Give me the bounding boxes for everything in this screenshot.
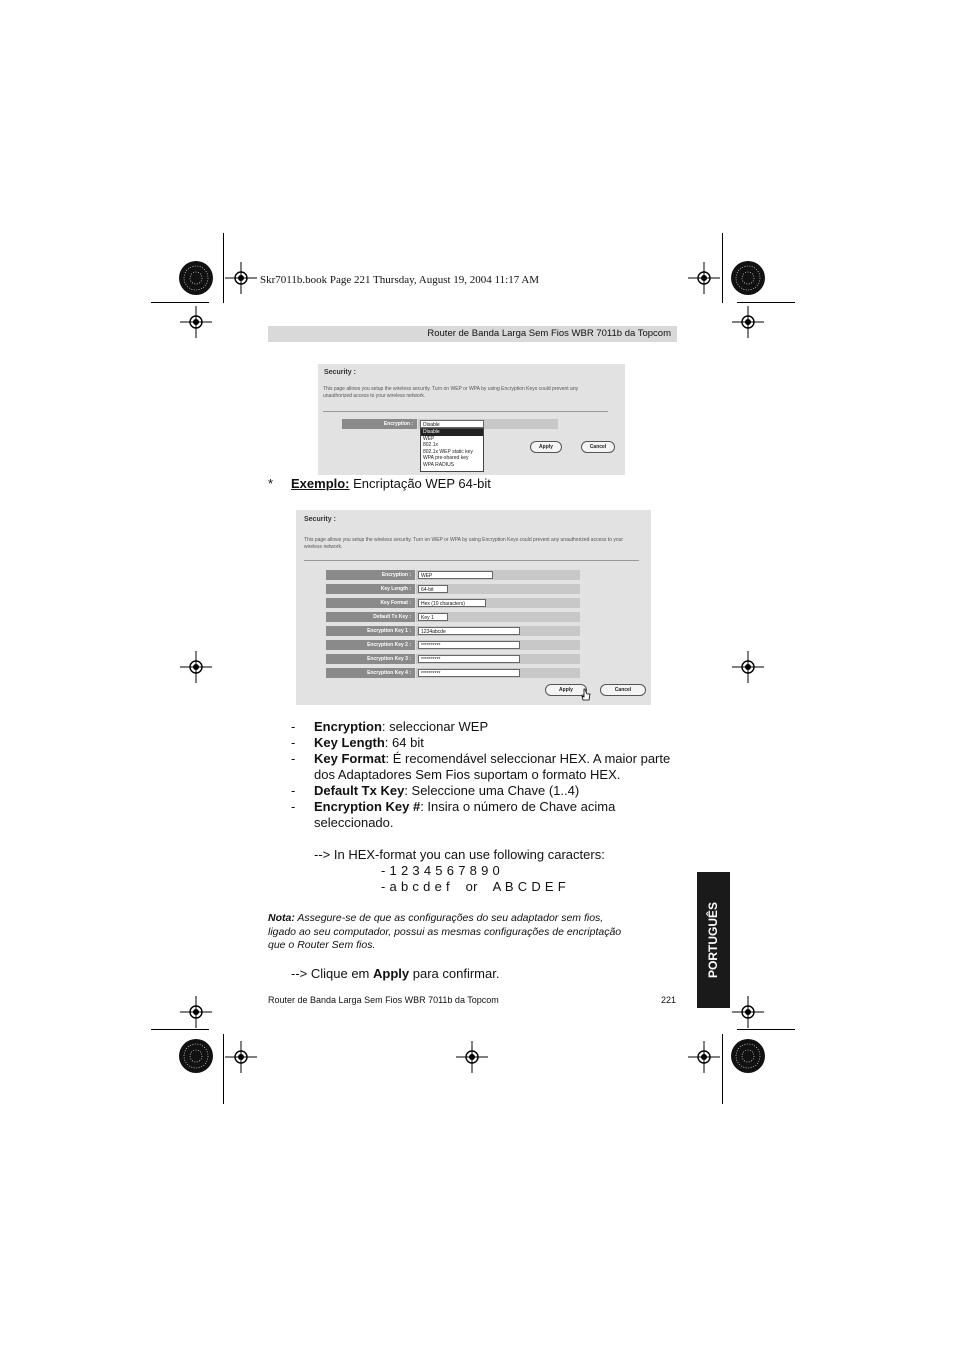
- note: [268, 912, 668, 953]
- shot1-description: This page allows you setup the wireless security. Turn on WEP or WPA by using Encryption Keys could prevent any unauthorized access to your wireless network.: [323, 386, 579, 399]
- security-screenshot-2: [296, 510, 651, 705]
- page-number: 221: [661, 995, 677, 1005]
- language-tab: [697, 872, 730, 1008]
- example-label: Exemplo:: [291, 476, 350, 491]
- list-item-term: Key Format: [314, 751, 386, 766]
- shot1-title: Security :: [324, 369, 356, 376]
- list-item-term: Encryption: [314, 719, 382, 734]
- shot1-apply-button[interactable]: Apply: [530, 441, 562, 453]
- shot1-dropdown-list: [420, 428, 484, 472]
- list-item-text: : 64 bit: [384, 735, 424, 750]
- example-text: Encriptação WEP 64-bit: [349, 476, 491, 491]
- shot1-cancel-button[interactable]: Cancel: [581, 441, 615, 453]
- shot2-field-label: Key Length :: [326, 584, 415, 594]
- list-dash: -: [291, 783, 296, 798]
- list-item: [314, 767, 620, 783]
- example-line: [291, 476, 491, 492]
- list-dash: -: [291, 751, 296, 766]
- shot2-select[interactable]: Key 1: [418, 613, 448, 621]
- list-item: [314, 751, 670, 767]
- shot2-field-label: Encryption Key 4 :: [326, 668, 415, 678]
- print-header: Skr7011b.book Page 221 Thursday, August 19, 2004 11:17 AM: [260, 274, 540, 286]
- list-item-text: : seleccionar WEP: [381, 719, 489, 734]
- click-prefix: --> Clique em: [291, 966, 373, 981]
- list-item: [314, 719, 488, 735]
- list-item: [314, 815, 394, 831]
- shot2-cancel-button[interactable]: Cancel: [600, 684, 646, 696]
- dropdown-option[interactable]: 802.1x WEP static key: [423, 448, 473, 455]
- shot2-field-label: Encryption Key 3 :: [326, 654, 415, 664]
- list-item-text: seleccionado.: [314, 815, 394, 830]
- example-bullet: *: [268, 476, 274, 491]
- shot2-apply-button[interactable]: Apply: [545, 684, 587, 696]
- list-item-text: : É recomendável seleccionar HEX. A maior parte: [385, 751, 671, 766]
- shot2-field-label: Encryption Key 1 :: [326, 626, 415, 636]
- shot2-field-label: Key Format :: [326, 598, 415, 608]
- shot2-select[interactable]: 64-bit: [418, 585, 448, 593]
- list-item-text: : Seleccione uma Chave (1..4): [404, 783, 580, 798]
- shot2-field-label: Default Tx Key :: [326, 612, 415, 622]
- list-dash: -: [291, 799, 296, 814]
- shot2-field-label: Encryption :: [326, 570, 415, 580]
- shot1-encryption-label: Encryption :: [342, 419, 417, 429]
- shot2-divider: [304, 560, 639, 561]
- list-item-text: : Insira o número de Chave acima: [420, 799, 616, 814]
- list-item-term: Encryption Key #: [314, 799, 421, 814]
- list-item-text: dos Adaptadores Sem Fios suportam o formato HEX.: [314, 767, 621, 782]
- cursor-hand-icon: [581, 688, 591, 702]
- encryption-key-input[interactable]: **********: [418, 641, 520, 649]
- shot2-title: Security :: [304, 516, 336, 523]
- note-line: ligado ao seu computador, possui as mesmas configurações de encriptação: [268, 925, 622, 938]
- shot2-select[interactable]: Hex (10 characters): [418, 599, 486, 607]
- running-header: Router de Banda Larga Sem Fios WBR 7011b da Topcom: [268, 326, 677, 342]
- list-dash: -: [291, 735, 296, 750]
- hex-digits: - 1 2 3 4 5 6 7 8 9 0: [381, 863, 501, 878]
- click-apply-instruction: [291, 966, 499, 982]
- list-item-term: Key Length: [314, 735, 385, 750]
- language-tab-label: PORTUGUÊS: [706, 902, 720, 979]
- note-line: Assegure-se de que as configurações do seu adaptador sem fios,: [294, 912, 604, 924]
- dropdown-option[interactable]: WPA pre-shared key: [423, 455, 469, 461]
- list-item-term: Default Tx Key: [314, 783, 405, 798]
- encryption-key-input[interactable]: **********: [418, 669, 520, 677]
- note-line: que o Router Sem fios.: [268, 939, 376, 951]
- shot2-field-label: Encryption Key 2 :: [326, 640, 415, 650]
- footer-title: Router de Banda Larga Sem Fios WBR 7011b da Topcom: [268, 995, 499, 1005]
- dropdown-option[interactable]: 802.1x: [423, 442, 439, 448]
- list-item: [314, 735, 424, 751]
- security-screenshot-1: [318, 364, 625, 475]
- shot2-select[interactable]: WEP: [418, 571, 493, 579]
- list-dash: -: [291, 719, 296, 734]
- shot1-divider: [323, 411, 608, 412]
- note-label: Nota:: [268, 912, 295, 924]
- encryption-key-input[interactable]: **********: [418, 655, 520, 663]
- shot2-description: This page allows you setup the wireless security. Turn on WEP or WPA by using Encryption Keys could prevent any unauthorized access to your wireless network.: [304, 537, 624, 550]
- encryption-key-input[interactable]: 1234abcde: [418, 627, 520, 635]
- hex-letters: - a b c d e f or A B C D E F: [381, 879, 567, 894]
- dropdown-option[interactable]: WEP: [423, 435, 435, 442]
- dropdown-option[interactable]: WPA RADIUS: [423, 461, 455, 468]
- hex-intro: --> In HEX-format you can use following caracters:: [314, 847, 605, 862]
- list-item: [314, 783, 579, 799]
- dropdown-option[interactable]: Disable: [421, 429, 483, 436]
- list-item: [314, 799, 615, 815]
- click-suffix: para confirmar.: [409, 966, 500, 981]
- click-apply-word: Apply: [373, 966, 410, 981]
- shot1-encryption-select[interactable]: Disable: [420, 420, 484, 428]
